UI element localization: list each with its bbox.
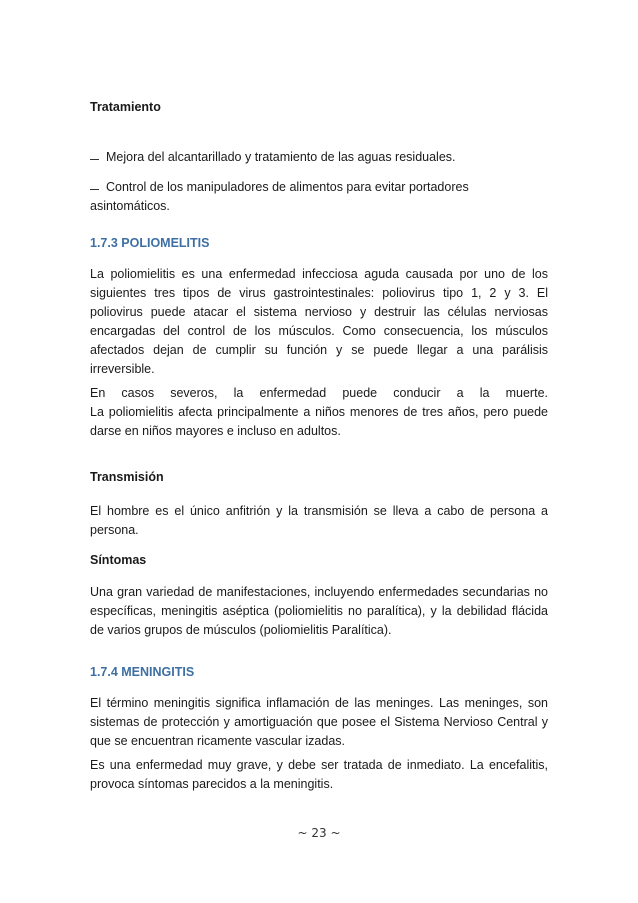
section-title-polio: 1.7.3 POLIOMELITIS xyxy=(90,236,210,250)
transmision-paragraph: El hombre es el único anfitrión y la transmisión se lleva a cabo de persona a persona. xyxy=(90,504,548,537)
section-title-meningitis: 1.7.4 MENINGITIS xyxy=(90,665,195,679)
polio-paragraph-2a: En casos severos, la enfermedad puede conducir a la muerte. xyxy=(90,386,548,400)
section-title-sintomas: Síntomas xyxy=(90,553,147,567)
section-polio xyxy=(90,236,548,250)
list-item xyxy=(90,148,548,167)
sintomas-block xyxy=(90,583,548,640)
transmision-block xyxy=(90,502,548,540)
page-number: ~ 23 ~ xyxy=(297,826,341,840)
section-tratamiento xyxy=(90,100,548,114)
section-title-transmision: Transmisión xyxy=(90,470,164,484)
meningitis-block-1 xyxy=(90,694,548,751)
section-meningitis xyxy=(90,665,548,679)
sintomas-paragraph: Una gran variedad de manifestaciones, incluyendo enfermedades secundarias no específicas, meningitis aséptica (poliomielitis no paralítica), y la debilidad flácida de varios grupos de músculos (poliomielitis Paralítica). xyxy=(90,585,548,637)
bullet-text: Mejora del alcantarillado y tratamiento de las aguas residuales. xyxy=(106,150,456,164)
polio-paragraph-2-block xyxy=(90,384,548,441)
polio-paragraph-block xyxy=(90,265,548,379)
list-item xyxy=(90,178,548,216)
section-transmision xyxy=(90,470,548,484)
bullet-text: Control de los manipuladores de alimentos para evitar portadores asintomáticos. xyxy=(90,180,469,213)
polio-paragraph-2b: La poliomielitis afecta principalmente a niños menores de tres años, pero puede darse en niños mayores e incluso en adultos. xyxy=(90,405,548,438)
meningitis-block-2 xyxy=(90,756,548,794)
bullet-icon xyxy=(90,151,99,160)
polio-paragraph-1: La poliomielitis es una enfermedad infecciosa aguda causada por uno de los siguientes tres tipos de virus gastrointestinales: poliovirus tipo 1, 2 y 3. El poliovirus puede atacar el sistema nervioso y destruir las células nerviosas encargadas del control de los músculos. Como consecuencia, los músculos afectados dejan de cumplir su función y se puede llegar a una parálisis irreversible. xyxy=(90,267,548,376)
document-page xyxy=(90,0,548,903)
meningitis-paragraph-2: Es una enfermedad muy grave, y debe ser tratada de inmediato. La encefalitis, provoca síntomas parecidos a la meningitis. xyxy=(90,758,548,791)
bullet-list xyxy=(90,148,548,167)
section-title-tratamiento: Tratamiento xyxy=(90,100,161,114)
meningitis-paragraph-1: El término meningitis significa inflamación de las meninges. Las meninges, son sistemas de protección y amortiguación que posee el Sistema Nervioso Central y que se encuentran ricamente vascular izadas. xyxy=(90,696,548,748)
section-sintomas xyxy=(90,553,548,567)
bullet-list-2 xyxy=(90,178,548,216)
bullet-icon xyxy=(90,181,99,190)
